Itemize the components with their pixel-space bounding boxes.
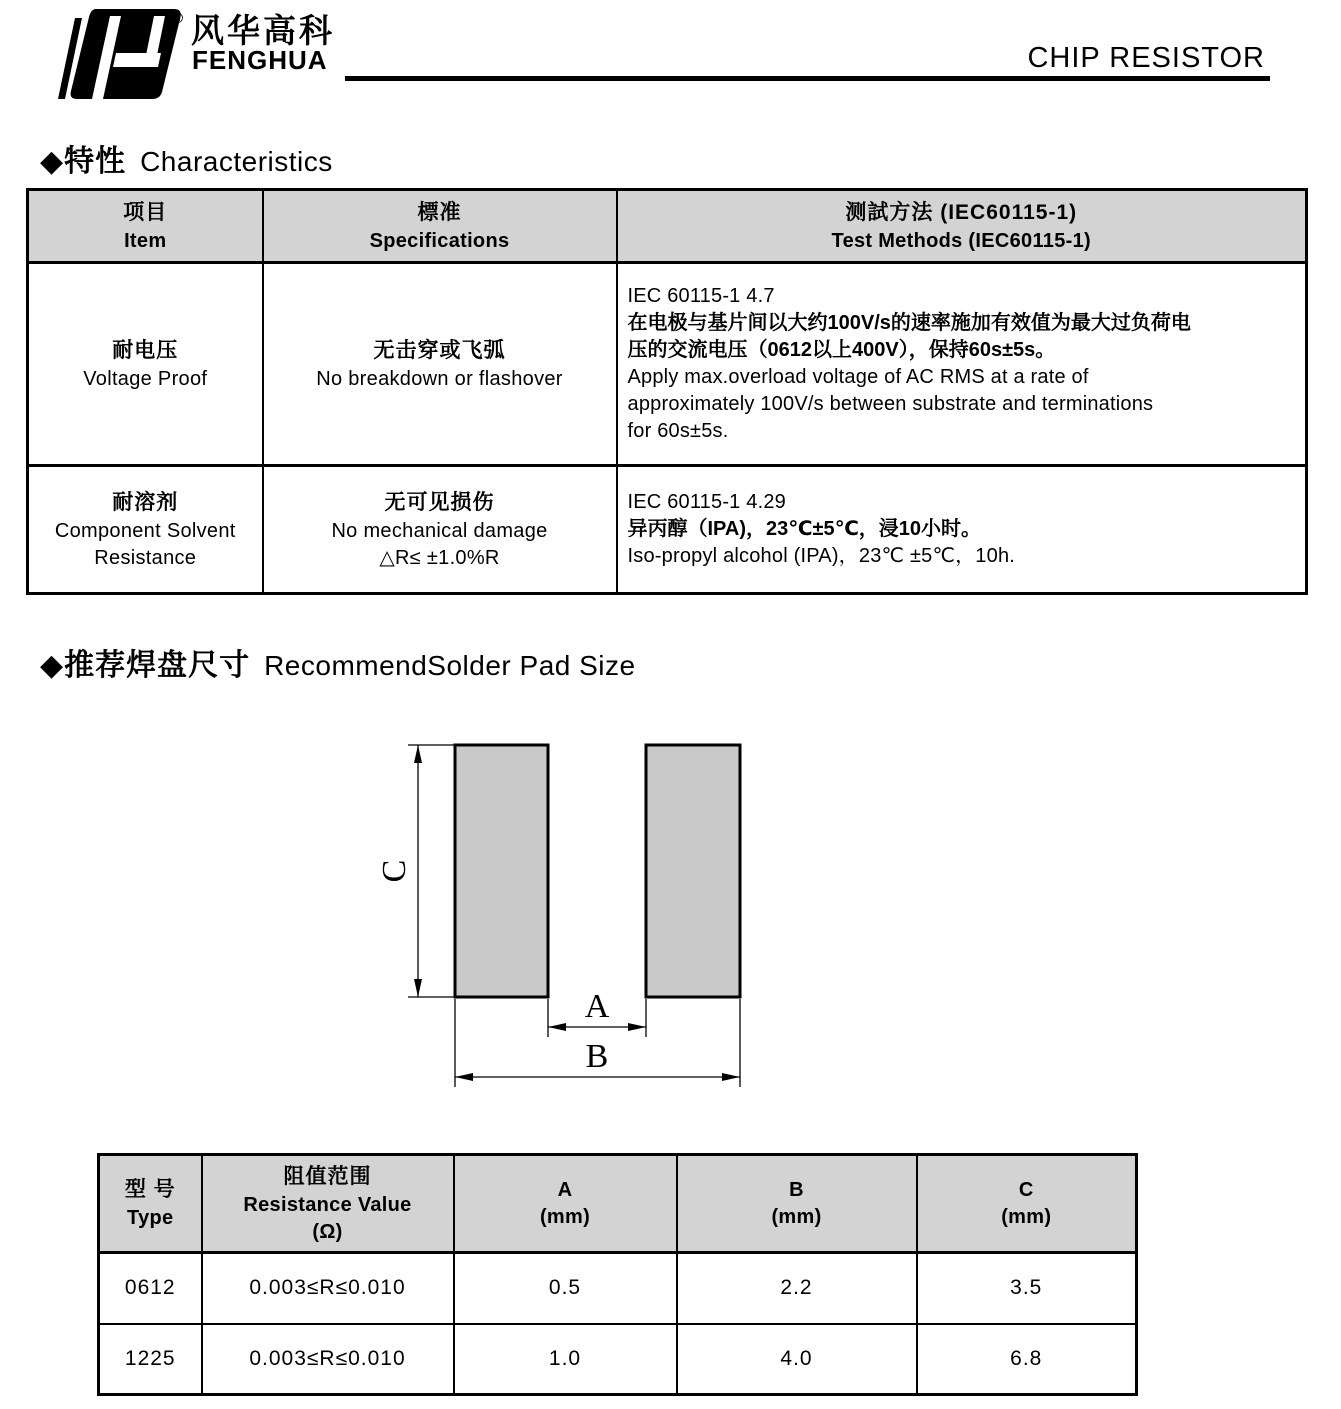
diamond-icon: ◆ (40, 649, 65, 682)
char-table-header-row (28, 190, 1307, 263)
spec-cell-solvent (263, 466, 617, 594)
c-unit: (mm) (1001, 1205, 1052, 1228)
test-line: 在电极与基片间以大约100V/s的速率施加有效值为最大过负荷电 (627, 312, 1191, 334)
spec-zh: 无击穿或飞弧 (373, 338, 506, 362)
pad-table-header-row (99, 1155, 1137, 1253)
item-cell-voltage-proof (28, 263, 263, 466)
resistance-cell: 0.003≤R≤0.010 (202, 1253, 454, 1324)
spec-zh: 无可见损伤 (384, 490, 495, 514)
registered-mark: ® (172, 10, 184, 27)
resistance-zh: 阻值范围 (283, 1164, 372, 1188)
test-line: IEC 60115-1 4.29 (627, 491, 786, 513)
b-unit: (mm) (771, 1205, 822, 1228)
col-header-test-methods (617, 190, 1307, 263)
table-row-voltage-proof (28, 263, 1307, 466)
col-header-test-en: Test Methods (IEC60115-1) (831, 229, 1091, 252)
spec-en: No mechanical damage (331, 519, 548, 542)
a-label: A (557, 1178, 573, 1201)
col-header-resistance (202, 1155, 454, 1253)
diamond-icon: ◆ (40, 145, 65, 178)
characteristics-heading (40, 136, 333, 180)
page-title: CHIP RESISTOR (1027, 42, 1265, 74)
logo-english-text: FENGHUA (192, 45, 328, 75)
b-cell: 2.2 (677, 1253, 917, 1324)
item-en: Voltage Proof (83, 367, 208, 390)
b-label: B (585, 1038, 609, 1075)
c-label: C (375, 859, 413, 883)
spec-cell-voltage-proof (263, 263, 617, 466)
test-line: 压的交流电压（0612以上400V），保持60s±5s。 (627, 339, 1056, 361)
col-header-type (99, 1155, 202, 1253)
arrow-left-icon (455, 1073, 473, 1081)
c-cell: 6.8 (917, 1324, 1137, 1395)
c-label: C (1018, 1178, 1034, 1201)
table-row-solvent-resistance (28, 466, 1307, 594)
item-en: Resistance (94, 546, 197, 569)
resistance-en: Resistance Value (243, 1193, 412, 1216)
spec-en: △R≤ ±1.0%R (379, 546, 500, 569)
spec-en: No breakdown or flashover (316, 367, 563, 390)
type-zh: 型 号 (124, 1178, 176, 1201)
col-header-specifications (263, 190, 617, 263)
arrow-left-icon (548, 1023, 566, 1031)
test-line: for 60s±5s. (627, 420, 729, 442)
col-header-c (917, 1155, 1137, 1253)
arrow-down-icon (414, 979, 422, 997)
test-line: approximately 100V/s between substrate and terminations (627, 393, 1154, 415)
pad-size-heading-en: RecommendSolder Pad Size (264, 650, 636, 681)
item-zh: 耐溶剂 (112, 490, 179, 514)
test-cell-solvent (617, 466, 1307, 594)
a-label: A (584, 988, 610, 1025)
arrow-right-icon (722, 1073, 740, 1081)
col-header-item-zh: 项目 (123, 200, 168, 224)
resistance-cell: 0.003≤R≤0.010 (202, 1324, 454, 1395)
a-unit: (mm) (539, 1205, 591, 1228)
col-header-a (454, 1155, 677, 1253)
right-pad (646, 745, 740, 997)
header-rule (345, 76, 1270, 81)
diamond-icon-and-zh-title: ◆推荐焊盘尺寸 (40, 649, 251, 682)
pad-size-heading (40, 640, 636, 684)
diamond-icon-and-zh-title: ◆特性 (40, 145, 127, 178)
col-header-item-en: Item (124, 229, 167, 252)
test-line: Apply max.overload voltage of AC RMS at a rate of (627, 366, 1089, 388)
col-header-item (28, 190, 263, 263)
left-pad (455, 745, 548, 997)
type-cell: 0612 (99, 1253, 202, 1324)
type-cell: 1225 (99, 1324, 202, 1395)
test-cell-voltage-proof (617, 263, 1307, 466)
col-header-test-zh: 测試方法 (IEC60115-1) (845, 200, 1078, 224)
c-cell: 3.5 (917, 1253, 1137, 1324)
test-line: 异丙醇（IPA)，23℃±5℃，浸10小时。 (627, 518, 982, 540)
a-cell: 1.0 (454, 1324, 677, 1395)
col-header-spec-en: Specifications (369, 229, 510, 252)
test-line: IEC 60115-1 4.7 (627, 285, 775, 307)
test-line: Iso-propyl alcohol (IPA)，23℃ ±5℃，10h. (627, 545, 1016, 567)
resistance-unit: (Ω) (312, 1220, 343, 1243)
item-en: Component Solvent (54, 519, 236, 542)
col-header-spec-zh: 標准 (417, 200, 462, 224)
pad-size-table (97, 1153, 1138, 1396)
b-label: B (789, 1178, 804, 1201)
table-row-0612 (99, 1253, 1137, 1324)
b-cell: 4.0 (677, 1324, 917, 1395)
type-en: Type (127, 1207, 174, 1229)
arrow-right-icon (628, 1023, 646, 1031)
col-header-b (677, 1155, 917, 1253)
arrow-up-icon (414, 745, 422, 763)
table-row-1225 (99, 1324, 1137, 1395)
solder-pad-diagram (375, 715, 805, 1105)
a-cell: 0.5 (454, 1253, 677, 1324)
logo-chinese-text: 风华高科 (191, 12, 335, 49)
characteristics-table (26, 188, 1308, 595)
characteristics-heading-en: Characteristics (140, 146, 333, 177)
item-cell-solvent (28, 466, 263, 594)
item-zh: 耐电压 (112, 338, 179, 362)
